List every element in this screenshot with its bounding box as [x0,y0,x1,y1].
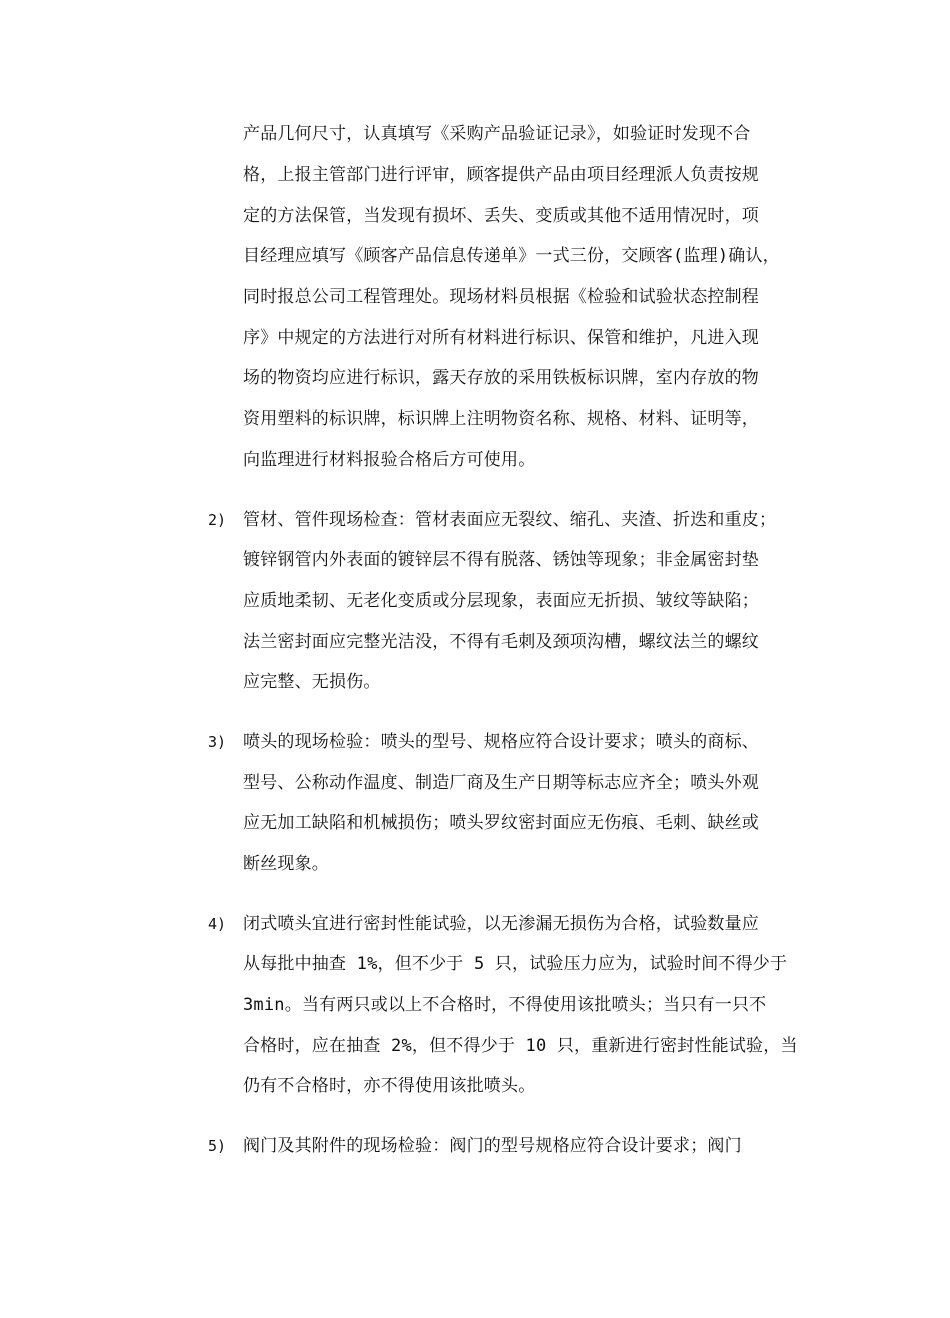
item-line: 闭式喷头宜进行密封性能试验，以无渗漏无损伤为合格，试验数量应 [243,914,759,934]
item-line: 镀锌钢管内外表面的镀锌层不得有脱落、锈蚀等现象；非金属密封垫 [243,550,759,570]
item-line: 从每批中抽查 1%，但不少于 5 只，试验压力应为，试验时间不得少于 [243,954,788,974]
intro-line: 格，上报主管部门进行评审，顾客提供产品由项目经理派人负责按规 [243,165,759,185]
item-number: 3) [208,733,227,751]
intro-line: 资用塑料的标识牌，标识牌上注明物资名称、规格、材料、证明等， [243,409,759,429]
intro-line: 向监理进行材料报验合格后方可使用。 [243,450,536,470]
item-line: 应质地柔韧、无老化变质或分层现象，表面应无折损、皱纹等缺陷； [243,591,759,611]
item-line: 合格时，应在抽查 2%，但不得少于 10 只，重新进行密封性能试验，当 [243,1036,798,1056]
item-number: 4) [208,915,227,933]
intro-line: 定的方法保管，当发现有损坏、丢失、变质或其他不适用情况时，项 [243,206,759,226]
item-line: 管材、管件现场检查：管材表面应无裂纹、缩孔、夹渣、折迭和重皮； [243,510,777,530]
item-line: 断丝现象。 [243,854,329,874]
item-number: 2) [208,511,227,529]
item-line: 喷头的现场检验：喷头的型号、规格应符合设计要求；喷头的商标、 [243,732,759,752]
intro-line: 场的物资均应进行标识，露天存放的采用铁板标识牌，室内存放的物 [243,368,759,388]
intro-line: 同时报总公司工程管理处。现场材料员根据《检验和试验状态控制程 [243,287,759,307]
item-line: 型号、公称动作温度、制造厂商及生产日期等标志应齐全；喷头外观 [243,773,759,793]
item-line: 法兰密封面应完整光洁没，不得有毛刺及颈项沟槽，螺纹法兰的螺纹 [243,632,759,652]
item-line: 3min。当有两只或以上不合格时，不得使用该批喷头；当只有一只不 [243,995,767,1015]
item-number: 5) [208,1137,227,1155]
item-line: 阀门及其附件的现场检验：阀门的型号规格应符合设计要求；阀门 [243,1136,742,1156]
item-line: 应完整、无损伤。 [243,672,381,692]
item-line: 应无加工缺陷和机械损伤；喷头罗纹密封面应无伤痕、毛刺、缺丝或 [243,813,759,833]
intro-line: 产品几何尺寸，认真填写《采购产品验证记录》，如验证时发现不合 [243,124,751,144]
intro-line: 目经理应填写《顾客产品信息传递单》一式三份，交顾客(监理)确认， [243,246,780,266]
item-line: 仍有不合格时，亦不得使用该批喷头。 [243,1076,536,1096]
intro-line: 序》中规定的方法进行对所有材料进行标识、保管和维护，凡进入现 [243,328,759,348]
